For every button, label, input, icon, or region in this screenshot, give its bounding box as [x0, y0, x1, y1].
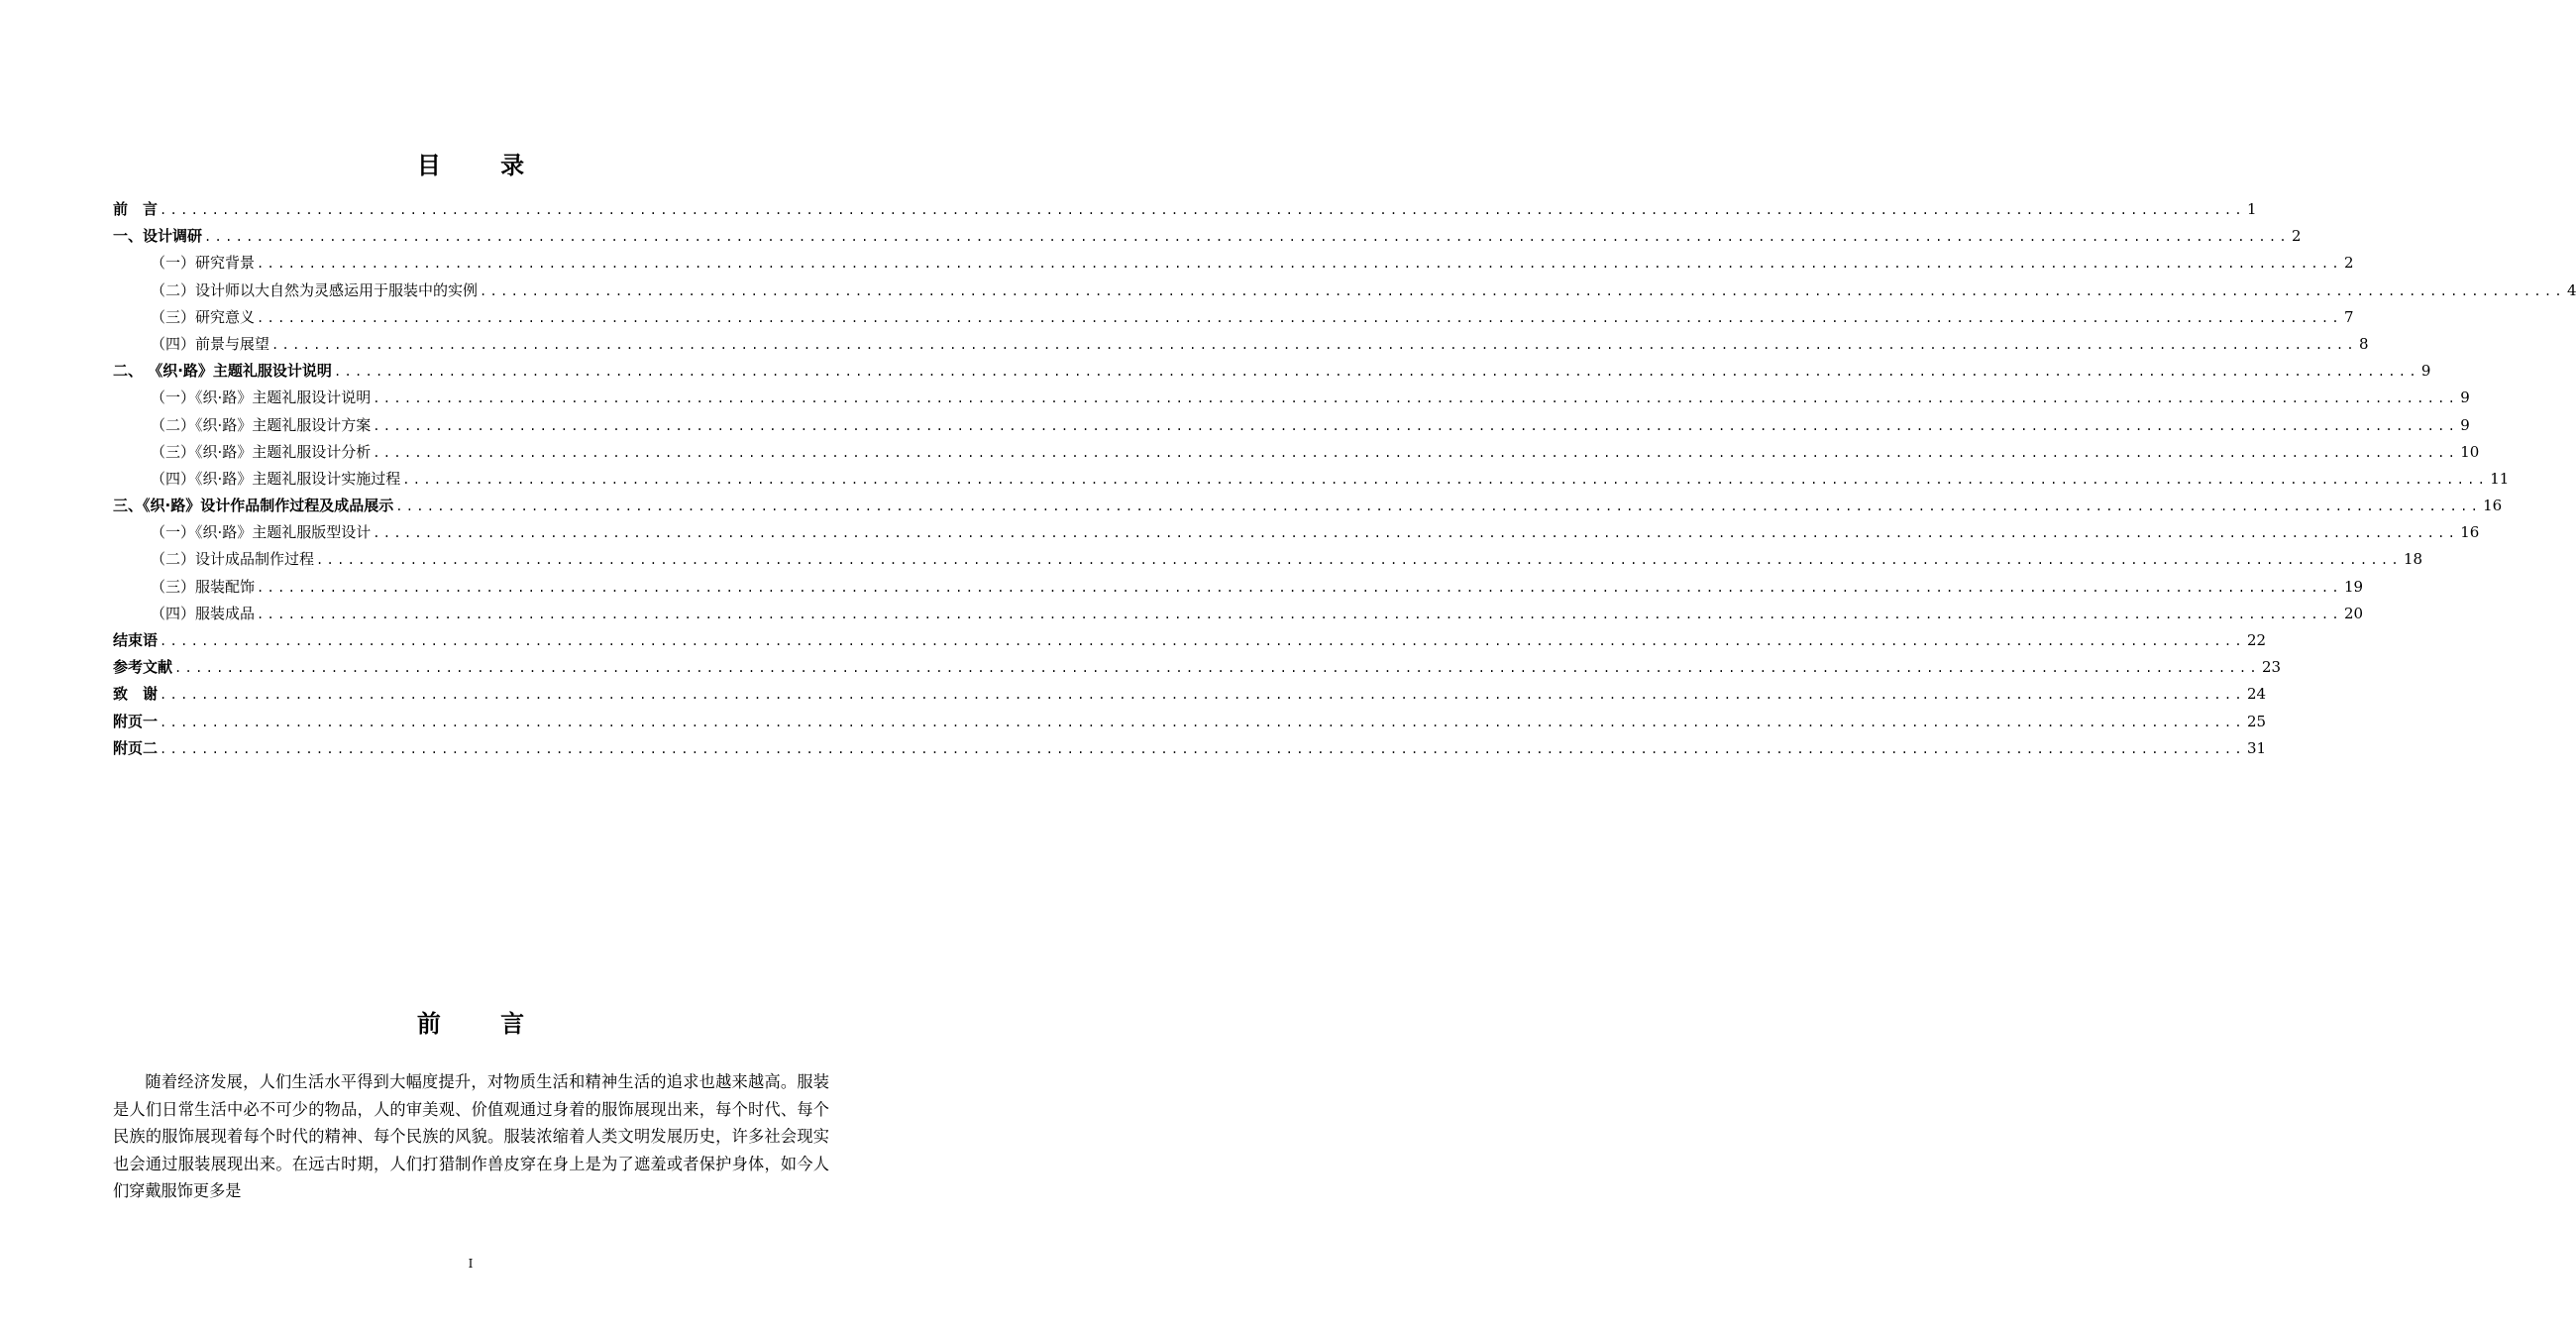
page-number: I [468, 1257, 474, 1271]
toc-leader: ........................................................................................................................................................................................................ [373, 526, 2459, 541]
table-of-contents [113, 196, 2576, 762]
toc-entry-page: 11 [2490, 469, 2510, 488]
toc-entry[interactable] [113, 627, 2267, 654]
toc-entry[interactable] [113, 493, 2503, 519]
toc-entry-label: （一）研究背景 [151, 254, 256, 273]
toc-leader: ........................................................................................................................................................................................................ [257, 580, 2342, 595]
toc-entry-label: （三）《织·路》主题礼服设计分析 [151, 442, 372, 461]
toc-leader: ........................................................................................................................................................................................................ [316, 553, 2402, 568]
toc-entry-page: 20 [2343, 604, 2364, 622]
toc-entry-label: （二）设计成品制作过程 [151, 550, 315, 569]
toc-entry[interactable] [113, 519, 2480, 546]
toc-entry-label: （四）服装成品 [151, 604, 256, 622]
toc-leader: ........................................................................................................................................................................................................ [257, 257, 2342, 272]
toc-leader: ........................................................................................................................................................................................................ [160, 688, 2245, 703]
toc-leader: ........................................................................................................................................................................................................ [160, 634, 2245, 648]
toc-entry-page: 16 [2483, 497, 2503, 515]
toc-entry[interactable] [113, 546, 2423, 573]
toc-leader: ........................................................................................................................................................................................................ [257, 607, 2342, 621]
toc-entry-page: 4 [2566, 280, 2576, 299]
toc-entry-page: 1 [2246, 200, 2257, 218]
toc-entry-label: 参考文献 [113, 658, 173, 677]
toc-entry-page: 18 [2403, 550, 2423, 569]
toc-entry-label: （二）《织·路》主题礼服设计方案 [151, 415, 372, 434]
toc-entry-label: 二、 《织·路》主题礼服设计说明 [113, 362, 332, 381]
toc-leader: ........................................................................................................................................................................................................ [333, 365, 2419, 380]
toc-entry-page: 9 [2460, 415, 2470, 434]
toc-leader: ........................................................................................................................................................................................................ [373, 418, 2459, 433]
toc-leader: ........................................................................................................................................................................................................ [373, 445, 2459, 460]
toc-entry-label: （一）《织·路》主题礼服设计说明 [151, 388, 372, 407]
toc-leader: ........................................................................................................................................................................................................ [271, 337, 2357, 352]
toc-entry-label: 一、设计调研 [113, 227, 203, 246]
toc-entry-page: 31 [2246, 738, 2267, 757]
toc-title: 目 录 [416, 152, 551, 179]
toc-entry-page: 19 [2343, 577, 2364, 596]
toc-entry[interactable] [113, 681, 2267, 708]
toc-entry-page: 22 [2246, 631, 2267, 649]
toc-entry[interactable] [113, 466, 2510, 493]
toc-entry-label: （二）设计师以大自然为灵感运用于服装中的实例 [151, 280, 479, 299]
toc-entry[interactable] [113, 601, 2364, 627]
toc-leader: ........................................................................................................................................................................................................ [204, 230, 2290, 245]
toc-leader: ........................................................................................................................................................................................................ [480, 283, 2565, 298]
toc-entry-page: 9 [2420, 362, 2431, 381]
toc-entry-label: （四）《织·路》主题礼服设计实施过程 [151, 469, 401, 488]
toc-entry[interactable] [113, 331, 2369, 358]
toc-entry-page: 24 [2246, 685, 2267, 704]
toc-entry[interactable] [113, 709, 2267, 735]
toc-entry[interactable] [113, 304, 2354, 331]
toc-entry-page: 2 [2343, 254, 2354, 273]
toc-entry[interactable] [113, 278, 2576, 304]
toc-entry-page: 25 [2246, 712, 2267, 730]
toc-entry-label: 附页一 [113, 712, 159, 730]
toc-leader: ........................................................................................................................................................................................................ [160, 741, 2245, 756]
toc-leader: ........................................................................................................................................................................................................ [174, 661, 2260, 676]
toc-entry-label: 前 言 [113, 200, 159, 218]
toc-entry[interactable] [113, 385, 2470, 411]
toc-entry-label: （一）《织·路》主题礼服版型设计 [151, 523, 372, 542]
toc-entry-page: 23 [2261, 658, 2282, 677]
toc-entry-page: 7 [2343, 307, 2354, 326]
preface-title: 前 言 [416, 1010, 551, 1038]
toc-leader: ........................................................................................................................................................................................................ [373, 391, 2459, 406]
preface-paragraph: 随着经济发展，人们生活水平得到大幅度提升，对物质生活和精神生活的追求也越来越高。服装是人们日常生活中必不可少的物品，人的审美观、价值观通过身着的服饰展现出来，每个时代、每个民族的服饰展现着每个时代的精神、每个民族的风貌。服装浓缩着人类文明发展历史，许多社会现实也会通过服装展现出来。在远古时期，人们打猎制作兽皮穿在身上是为了遮羞或者保护身体，如今人们穿戴服饰更多是 [113, 1072, 829, 1201]
toc-leader: ........................................................................................................................................................................................................ [402, 472, 2489, 487]
toc-leader: ........................................................................................................................................................................................................ [160, 203, 2245, 217]
toc-entry-page: 2 [2291, 227, 2302, 246]
toc-entry[interactable] [113, 735, 2267, 762]
toc-entry[interactable] [113, 196, 2257, 223]
toc-entry-page: 16 [2460, 523, 2480, 542]
toc-entry[interactable] [113, 223, 2302, 250]
toc-entry[interactable] [113, 439, 2480, 466]
toc-entry-label: 结束语 [113, 631, 159, 649]
toc-entry[interactable] [113, 358, 2431, 385]
toc-entry-page: 8 [2358, 334, 2369, 353]
toc-entry-label: （三）研究意义 [151, 307, 256, 326]
toc-entry-label: （四）前景与展望 [151, 334, 270, 353]
toc-entry[interactable] [113, 654, 2282, 681]
toc-entry-label: 致 谢 [113, 685, 159, 704]
toc-entry-label: （三）服装配饰 [151, 577, 256, 596]
toc-entry-page: 10 [2460, 442, 2480, 461]
toc-entry-page: 9 [2460, 388, 2470, 407]
toc-leader: ........................................................................................................................................................................................................ [257, 310, 2342, 325]
toc-entry-label: 三、《织·路》设计作品制作过程及成品展示 [113, 497, 394, 515]
toc-entry-label: 附页二 [113, 738, 159, 757]
toc-leader: ........................................................................................................................................................................................................ [395, 500, 2482, 514]
toc-entry[interactable] [113, 412, 2470, 439]
toc-leader: ........................................................................................................................................................................................................ [160, 715, 2245, 729]
toc-entry[interactable] [113, 250, 2354, 277]
toc-entry[interactable] [113, 574, 2364, 601]
